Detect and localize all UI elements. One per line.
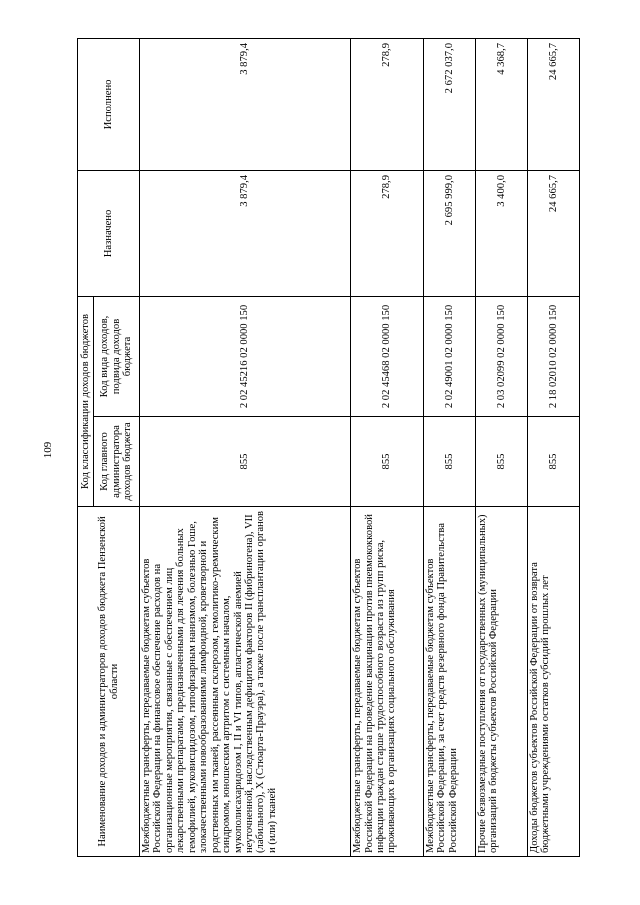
row-executed: 24 665,7 (527, 38, 579, 170)
page-number: 109 (42, 441, 54, 459)
row-code: 2 02 45468 02 0000 150 (351, 296, 424, 416)
row-name: Прочие безвозмездные поступления от государственных (муниципальных) организаций в бюджеты субъектов Российской Федерации (475, 507, 527, 857)
row-executed: 3 879,4 (140, 38, 351, 170)
table-row (423, 38, 475, 856)
row-executed: 2 672 037,0 (423, 38, 475, 170)
header-admin-code: Код главного администратора доходов бюджета (94, 417, 140, 507)
row-name: Межбюджетные трансферты, передаваемые бюджетам субъектов Российской Федерации, за счет средств резервного фонда Правительства Российской Федерации (423, 507, 475, 857)
rotated-table-wrapper (77, 39, 580, 857)
header-executed: Исполнено (78, 38, 140, 170)
row-name: Межбюджетные трансферты, передаваемые бюджетам субъектов Российской Федерации на финансовое обеспечение расходов на организационные мероприятия, связанные с обеспечением лиц лекарственными препаратами, предназначенными для лечения больных гемофилией, муковисцидозом, гипофизарным нанизмом, болезнью Гоше, злокачественными новообразованиями лимфоидной, кроветворной и родственных им тканей, рассеянным склерозом, гемолитико-уремическим синдромом, юношеским артритом с системным началом, мукополисахаридозом I, II и VI типов, апластической анемией неуточненной, наследственным дефицитом факторов II (фибриногена), VII (лабильного), X (Стюарта-Прауэра), а также после трансплантации органов и (или) тканей (140, 507, 351, 857)
table-row (527, 38, 579, 856)
row-name: Межбюджетные трансферты, передаваемые бюджетам субъектов Российской Федерации на проведение вакцинации против пневмококковой инфекции граждан старше трудоспособного возраста из групп риска, проживающих в организациях социального обслуживания (351, 507, 424, 857)
header-income-code: Код вида доходов, подвида доходов бюджета (94, 296, 140, 416)
row-planned: 278,9 (351, 170, 424, 296)
table-row (140, 38, 351, 856)
row-admin: 855 (527, 417, 579, 507)
row-admin: 855 (351, 417, 424, 507)
income-table (77, 38, 580, 857)
row-admin: 855 (475, 417, 527, 507)
header-name: Наименование доходов и администраторов доходов бюджета Пензенской области (78, 507, 140, 857)
table-row (475, 38, 527, 856)
row-planned: 3 400,0 (475, 170, 527, 296)
row-code: 2 18 02010 02 0000 150 (527, 296, 579, 416)
header-classification-group: Код классификации доходов бюджетов (78, 296, 94, 506)
row-name: Доходы бюджетов субъектов Российской Федерации от возврата бюджетными учреждениями остатков субсидий прошлых лет (527, 507, 579, 857)
row-admin: 855 (140, 417, 351, 507)
row-code: 2 03 02099 02 0000 150 (475, 296, 527, 416)
row-executed: 278,9 (351, 38, 424, 170)
row-planned: 2 695 999,0 (423, 170, 475, 296)
table-row (351, 38, 424, 856)
header-planned: Назначено (78, 170, 140, 296)
row-planned: 24 665,7 (527, 170, 579, 296)
row-admin: 855 (423, 417, 475, 507)
row-planned: 3 879,4 (140, 170, 351, 296)
row-executed: 4 368,7 (475, 38, 527, 170)
row-code: 2 02 49001 02 0000 150 (423, 296, 475, 416)
row-code: 2 02 45216 02 0000 150 (140, 296, 351, 416)
